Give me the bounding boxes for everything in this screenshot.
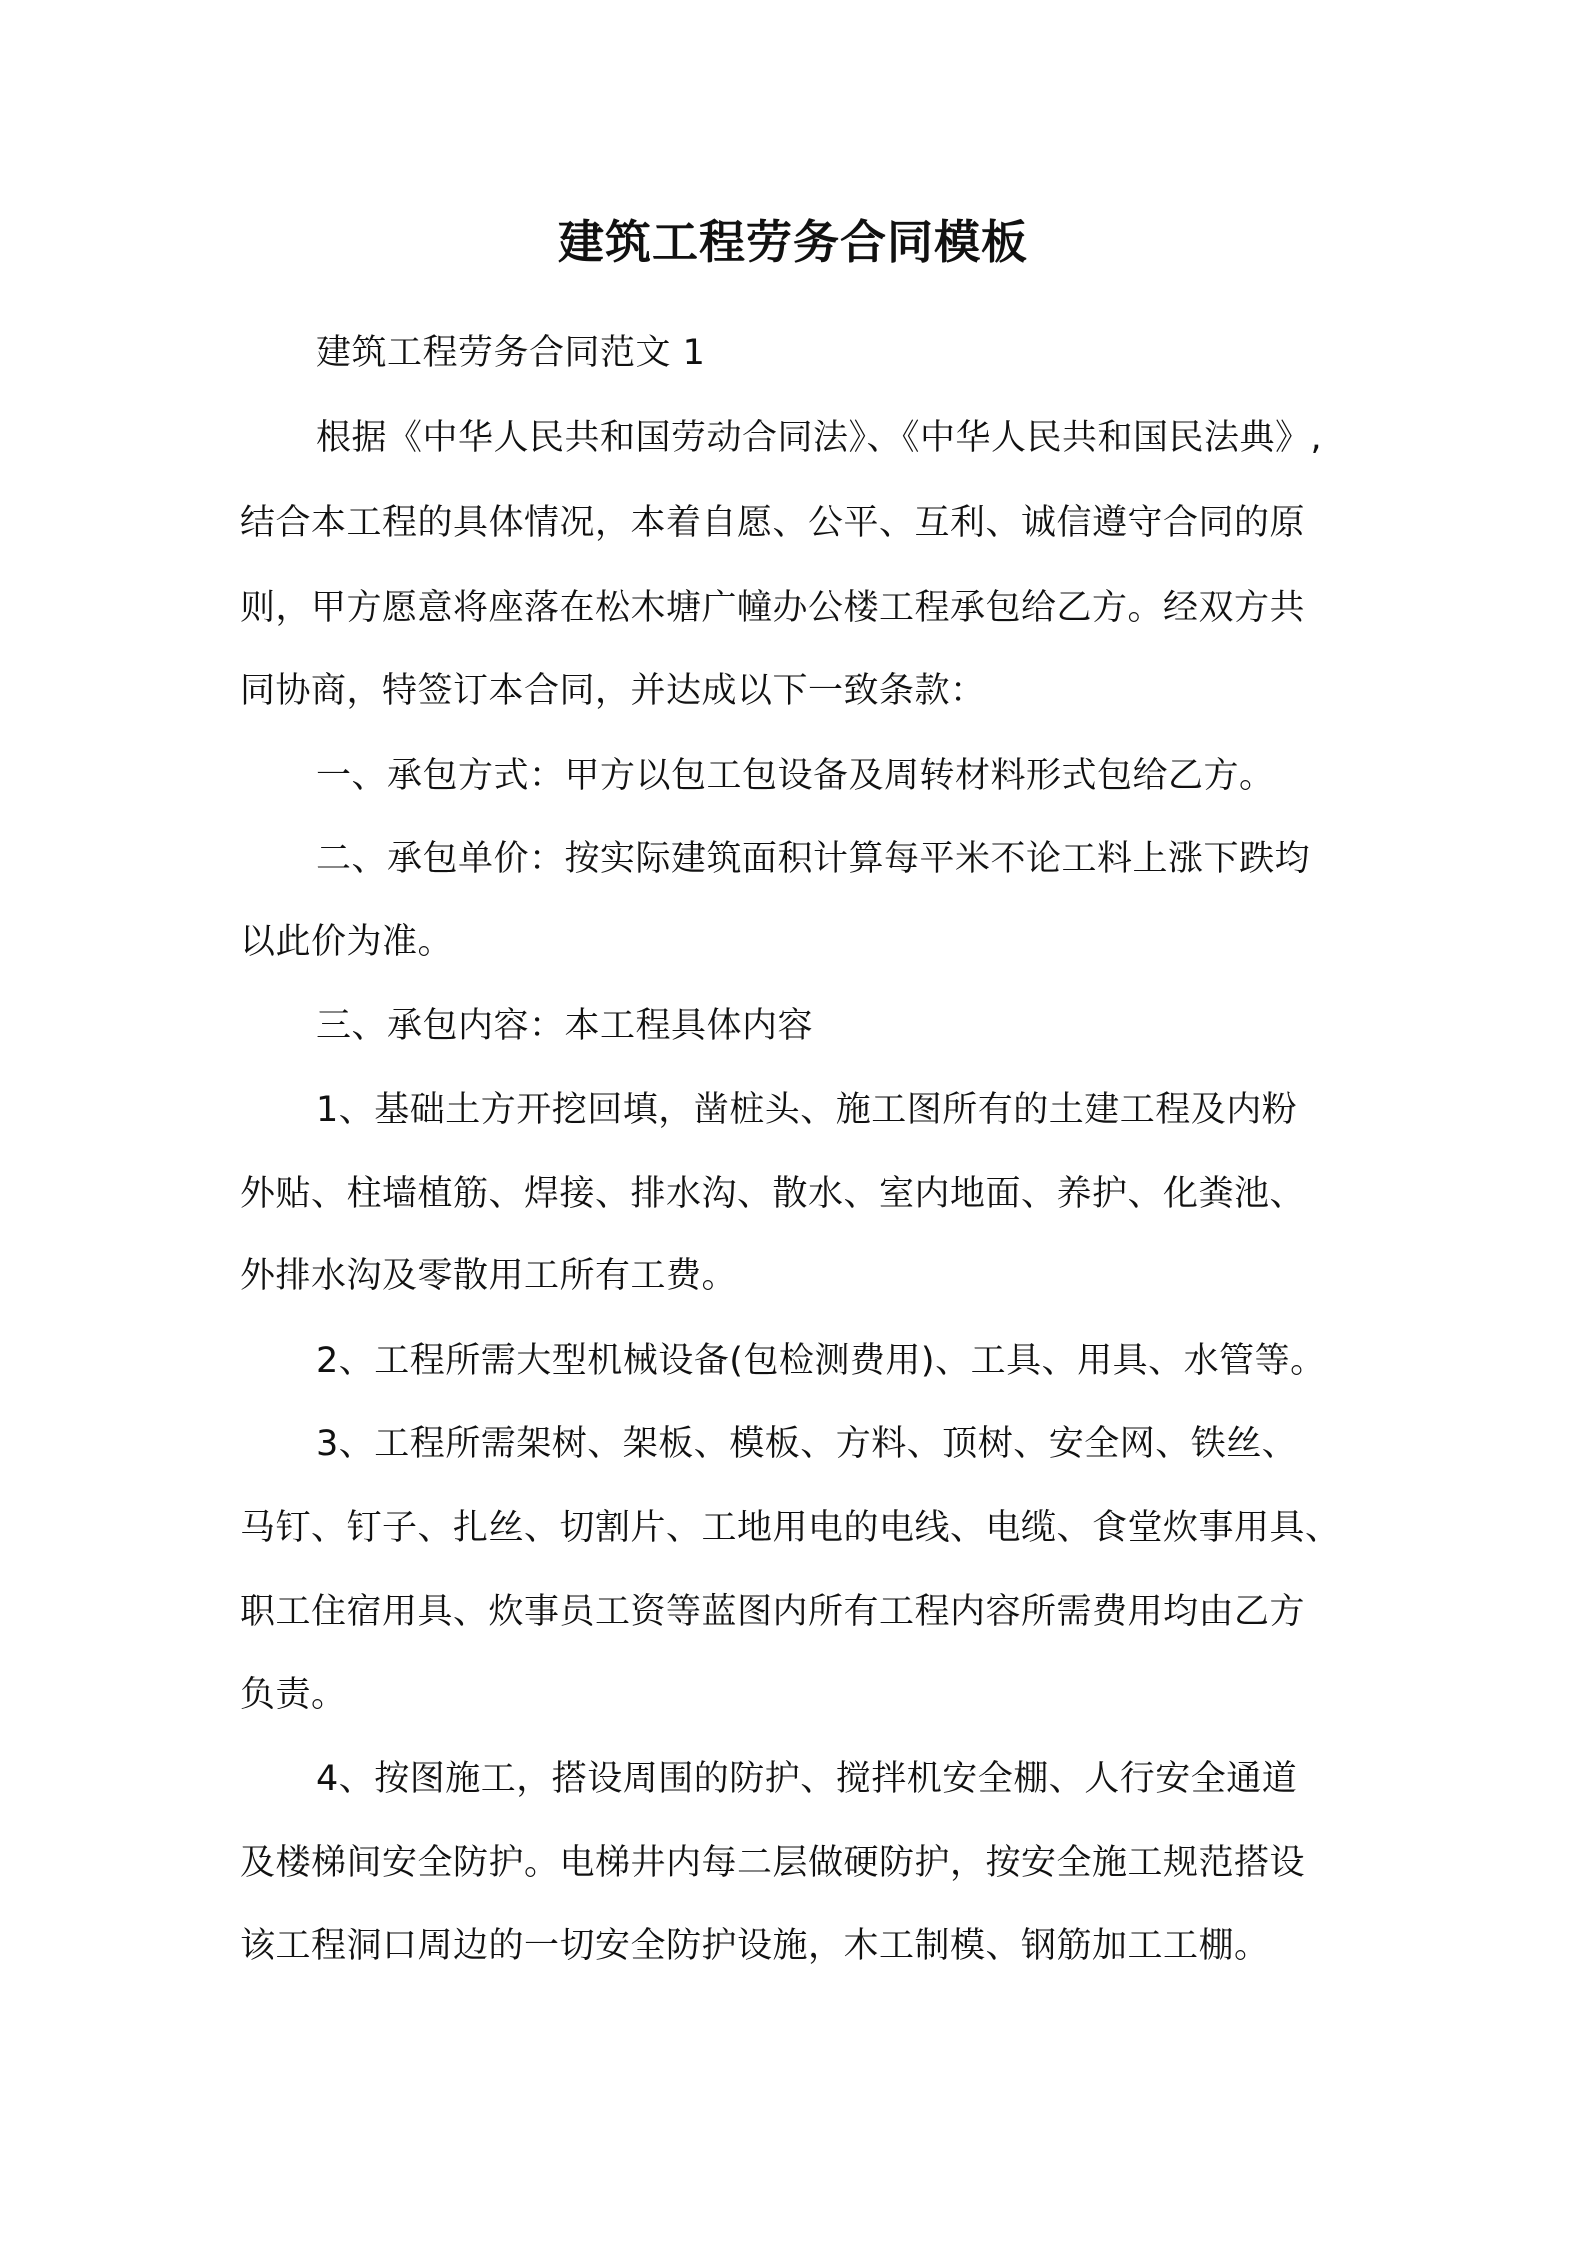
paragraph-line: 根据《中华人民共和国劳动合同法》、《中华人民共和国民法典》, (316, 418, 1323, 458)
paragraph-line: 外排水沟及零散用工所有工费。 (240, 1256, 738, 1296)
paragraph-line: 则，甲方愿意将座落在松木塘广幢办公楼工程承包给乙方。经双方共 (240, 588, 1306, 628)
paragraph-line: 一、承包方式：甲方以包工包设备及周转材料形式包给乙方。 (316, 756, 1275, 796)
paragraph-line: 以此价为准。 (240, 922, 454, 962)
paragraph-line: 1、基础土方开挖回填，凿桩头、施工图所有的土建工程及内粉 (316, 1090, 1298, 1130)
paragraph-line: 3、工程所需架树、架板、模板、方料、顶树、安全网、铁丝、 (316, 1424, 1298, 1464)
paragraph-line: 4、按图施工，搭设周围的防护、搅拌机安全棚、人行安全通道 (316, 1759, 1298, 1799)
paragraph-line: 马钉、钉子、扎丝、切割片、工地用电的电线、电缆、食堂炊事用具、 (240, 1508, 1341, 1548)
paragraph-line: 二、承包单价：按实际建筑面积计算每平米不论工料上涨下跌均 (316, 839, 1311, 879)
paragraph-line: 职工住宿用具、炊事员工资等蓝图内所有工程内容所需费用均由乙方 (240, 1592, 1306, 1632)
paragraph-line: 负责。 (240, 1675, 347, 1715)
paragraph-line: 该工程洞口周边的一切安全防护设施，木工制模、钢筋加工工棚。 (240, 1926, 1270, 1966)
paragraph-line: 2、工程所需大型机械设备(包检测费用)、工具、用具、水管等。 (316, 1341, 1326, 1381)
paragraph-line: 及楼梯间安全防护。电梯井内每二层做硬防护，按安全施工规范搭设 (240, 1843, 1306, 1883)
section-heading: 建筑工程劳务合同范文 1 (316, 333, 706, 373)
paragraph-line: 三、承包内容：本工程具体内容 (316, 1006, 814, 1046)
paragraph-line: 同协商，特签订本合同，并达成以下一致条款： (240, 671, 986, 711)
paragraph-line: 结合本工程的具体情况，本着自愿、公平、互利、诚信遵守合同的原 (240, 503, 1306, 543)
paragraph-line: 外贴、柱墙植筋、焊接、排水沟、散水、室内地面、养护、化粪池、 (240, 1174, 1306, 1214)
document-title: 建筑工程劳务合同模板 (558, 215, 1028, 269)
